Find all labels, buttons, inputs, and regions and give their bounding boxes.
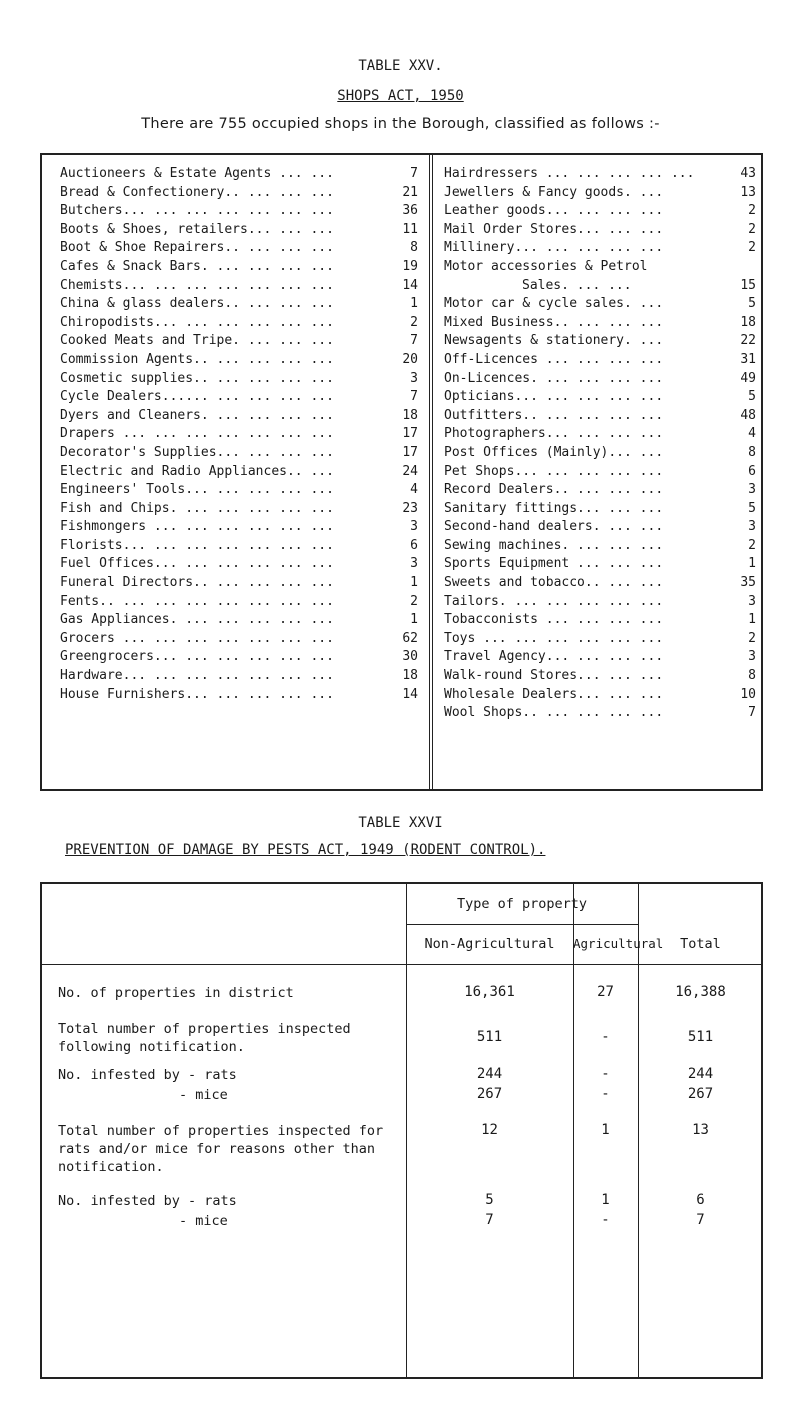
cell-total: 7: [696, 1212, 705, 1228]
shops-left-column: [60, 165, 418, 704]
shop-category: Cooked Meats and Tripe. ... ... ...: [60, 333, 334, 349]
shops-table: [40, 153, 763, 791]
shop-count: 2: [748, 203, 756, 219]
shop-row: [60, 463, 418, 482]
shop-count: 36: [402, 203, 418, 219]
shop-row: [60, 258, 418, 277]
table25-intro: There are 755 occupied shops in the Borough, classified as follows :-: [141, 116, 660, 132]
shop-row: [60, 332, 418, 351]
shop-category: Fents.. ... ... ... ... ... ... ...: [60, 593, 334, 609]
shop-row: [60, 407, 418, 426]
shop-count: 3: [748, 593, 756, 609]
shop-category: Mixed Business.. ... ... ...: [444, 314, 664, 330]
shop-row: [60, 388, 418, 407]
total-header: Total: [680, 936, 721, 952]
shop-category: Motor car & cycle sales. ...: [444, 296, 664, 312]
cell-nonagri: 7: [485, 1212, 494, 1228]
shop-row: [444, 388, 756, 407]
shop-row: [444, 518, 756, 537]
shop-row: [60, 555, 418, 574]
shop-category: Hairdressers ... ... ... ... ...: [444, 166, 695, 181]
shop-count: 8: [748, 444, 756, 460]
shop-category: Funeral Directors.. ... ... ... ...: [60, 575, 334, 591]
shop-row: [444, 407, 756, 426]
cell-agri: 1: [601, 1192, 610, 1208]
shop-count: 2: [748, 630, 756, 646]
shop-count: 30: [402, 649, 418, 665]
shop-count: 3: [748, 649, 756, 665]
shop-count: 8: [410, 240, 418, 256]
cell-agri: -: [601, 1212, 610, 1228]
shop-row: [444, 686, 756, 705]
row-label: No. of properties in district: [58, 985, 294, 1001]
shop-count: 3: [410, 370, 418, 386]
cell-total: 6: [696, 1192, 705, 1208]
shop-count: 13: [740, 184, 756, 200]
shop-category: Cycle Dealers...... ... ... ... ...: [60, 389, 334, 405]
shop-row: [444, 537, 756, 556]
shop-row: [60, 314, 418, 333]
agricultural-header: Agricultural: [573, 936, 664, 951]
shop-count: 1: [410, 612, 418, 628]
shop-category: Commission Agents.. ... ... ... ...: [60, 351, 334, 367]
shop-row: [444, 277, 756, 296]
shop-row: [60, 593, 418, 612]
shop-count: 3: [748, 482, 756, 498]
shop-count: 7: [410, 166, 418, 181]
shop-count: 20: [402, 351, 418, 367]
shop-row: [60, 277, 418, 296]
shop-row: [60, 184, 418, 203]
shop-row: [60, 295, 418, 314]
shop-category: Sweets and tobacco.. ... ...: [444, 575, 664, 591]
shop-row: [444, 611, 756, 630]
table26-title: TABLE XXVI: [358, 815, 443, 831]
table26-subtitle: PREVENTION OF DAMAGE BY PESTS ACT, 1949 (RODENT CONTROL).: [65, 842, 546, 858]
shop-category: House Furnishers... ... ... ... ...: [60, 686, 334, 702]
shop-count: 3: [410, 556, 418, 572]
type-of-property-header: Type of property: [456, 896, 588, 912]
shop-count: 4: [410, 482, 418, 498]
shop-count: 6: [410, 537, 418, 553]
shop-count: 6: [748, 463, 756, 479]
shop-count: 1: [410, 296, 418, 312]
shop-category: Off-Licences ... ... ... ...: [444, 351, 664, 367]
shop-row: [444, 574, 756, 593]
cell-total: 267: [687, 1086, 714, 1102]
shop-row: [444, 500, 756, 519]
shop-count: 19: [402, 258, 418, 274]
shop-count: 18: [740, 314, 756, 330]
shop-category: Travel Agency... ... ... ...: [444, 649, 664, 665]
shop-count: 3: [410, 519, 418, 535]
shop-count: 22: [740, 333, 756, 349]
shop-row: [60, 630, 418, 649]
shop-row: [60, 165, 418, 184]
shop-row: [444, 555, 756, 574]
shop-category: Fuel Offices... ... ... ... ... ...: [60, 556, 334, 572]
shop-category: Sanitary fittings... ... ...: [444, 500, 664, 516]
shop-row: [444, 667, 756, 686]
shop-count: 24: [402, 463, 418, 479]
shop-count: 7: [410, 333, 418, 349]
shop-row: [60, 239, 418, 258]
shop-row: [60, 611, 418, 630]
shop-category: Post Offices (Mainly)... ...: [444, 444, 664, 460]
shop-row: [60, 574, 418, 593]
shop-row: [444, 444, 756, 463]
row-label: Total number of properties inspected following notification.: [58, 1021, 351, 1055]
cell-agri: -: [601, 1066, 610, 1082]
shop-category: Photographers... ... ... ...: [444, 426, 664, 442]
shop-category: Toys ... ... ... ... ... ...: [444, 630, 664, 646]
shop-count: 35: [740, 575, 756, 591]
shop-category: Tobacconists ... ... ... ...: [444, 612, 664, 628]
shop-count: 15: [740, 277, 756, 293]
shop-count: 18: [402, 668, 418, 684]
shop-count: 5: [748, 500, 756, 516]
cell-agri: 27: [597, 984, 614, 1000]
shop-row: [60, 444, 418, 463]
shop-row: [60, 370, 418, 389]
shop-count: 5: [748, 389, 756, 405]
shop-category: Decorator's Supplies... ... ... ...: [60, 444, 334, 460]
shop-row: [60, 537, 418, 556]
shop-count: 49: [740, 370, 756, 386]
shop-count: 18: [402, 407, 418, 423]
shop-count: 17: [402, 444, 418, 460]
row-label: - mice: [179, 1087, 228, 1103]
shop-count: 1: [410, 575, 418, 591]
shop-row: [444, 481, 756, 500]
shop-count: 14: [402, 686, 418, 702]
table25-subtitle: SHOPS ACT, 1950: [337, 88, 464, 104]
cell-nonagri: 5: [485, 1192, 494, 1208]
shop-count: 4: [748, 426, 756, 442]
shop-count: 2: [748, 537, 756, 553]
cell-total: 511: [687, 1029, 714, 1045]
shop-count: 14: [402, 277, 418, 293]
shop-row: [444, 221, 756, 240]
shop-row: [444, 370, 756, 389]
shop-row: [60, 425, 418, 444]
row-label: Total number of properties inspected for rats and/or mice for reasons other than notification.: [58, 1123, 384, 1175]
cell-nonagri: 267: [476, 1086, 503, 1102]
shop-count: 7: [748, 705, 756, 721]
cell-total: 13: [692, 1122, 709, 1138]
shop-category: Fishmongers ... ... ... ... ... ...: [60, 519, 334, 535]
shop-row: [444, 184, 756, 203]
shop-category: Pet Shops... ... ... ... ...: [444, 463, 664, 479]
shop-row: [444, 239, 756, 258]
shop-count: 8: [748, 668, 756, 684]
shop-count: 43: [740, 166, 756, 181]
shop-category: Motor accessories & Petrol: [444, 258, 648, 274]
cell-agri: -: [601, 1029, 610, 1045]
row-label: No. infested by - rats: [58, 1067, 237, 1083]
shop-row: [60, 221, 418, 240]
cell-total: 244: [687, 1066, 714, 1082]
shop-row: [60, 667, 418, 686]
shop-category: Jewellers & Fancy goods. ...: [444, 184, 664, 200]
shop-row: [444, 351, 756, 370]
shop-row: [60, 518, 418, 537]
shop-row: [444, 704, 756, 723]
shop-count: 1: [748, 612, 756, 628]
shop-category: Chiropodists... ... ... ... ... ...: [60, 314, 334, 330]
shop-row: [60, 686, 418, 705]
shop-category: Millinery... ... ... ... ...: [444, 240, 664, 256]
shop-count: 7: [410, 389, 418, 405]
divider-line: [42, 964, 761, 965]
shop-category: Chemists... ... ... ... ... ... ...: [60, 277, 334, 293]
shop-category: Mail Order Stores... ... ...: [444, 221, 664, 237]
divider-line: [406, 924, 638, 925]
shop-count: 2: [410, 593, 418, 609]
shop-count: 21: [402, 184, 418, 200]
shop-category: Opticians... ... ... ... ...: [444, 389, 664, 405]
cell-nonagri: 244: [476, 1066, 503, 1082]
non-agricultural-header: Non-Agricultural: [424, 936, 555, 952]
shop-row: [444, 648, 756, 667]
shop-row: [444, 258, 756, 277]
shop-count: 10: [740, 686, 756, 702]
shop-category: Tailors. ... ... ... ... ...: [444, 593, 664, 609]
shop-category: Record Dealers.. ... ... ...: [444, 482, 664, 498]
shop-count: 2: [410, 314, 418, 330]
shop-row: [60, 481, 418, 500]
shop-row: [444, 202, 756, 221]
shop-category: Sales. ... ...: [522, 277, 632, 293]
shop-count: 11: [402, 221, 418, 237]
shop-category: Boots & Shoes, retailers... ... ...: [60, 221, 334, 237]
shop-category: Greengrocers... ... ... ... ... ...: [60, 649, 334, 665]
shop-count: 62: [402, 630, 418, 646]
shop-category: China & glass dealers.. ... ... ...: [60, 296, 334, 312]
shop-row: [444, 295, 756, 314]
shop-count: 23: [402, 500, 418, 516]
shop-category: Boot & Shoe Repairers.. ... ... ...: [60, 240, 334, 256]
rodent-control-table: [40, 882, 763, 1379]
shop-category: On-Licences. ... ... ... ...: [444, 370, 664, 386]
shop-category: Bread & Confectionery.. ... ... ...: [60, 184, 334, 200]
shop-category: Drapers ... ... ... ... ... ... ...: [60, 426, 334, 442]
shop-count: 1: [748, 556, 756, 572]
shop-category: Newsagents & stationery. ...: [444, 333, 664, 349]
shop-category: Butchers... ... ... ... ... ... ...: [60, 203, 334, 219]
shop-category: Sewing machines. ... ... ...: [444, 537, 664, 553]
shop-row: [60, 351, 418, 370]
shop-category: Electric and Radio Appliances.. ...: [60, 463, 334, 479]
shop-row: [444, 630, 756, 649]
shop-category: Auctioneers & Estate Agents ... ...: [60, 166, 334, 181]
shop-row: [60, 202, 418, 221]
shop-category: Engineers' Tools... ... ... ... ...: [60, 482, 334, 498]
shop-count: 5: [748, 296, 756, 312]
shop-category: Florists... ... ... ... ... ... ...: [60, 537, 334, 553]
shops-right-column: [444, 165, 756, 723]
cell-nonagri: 16,361: [464, 984, 515, 1000]
shop-row: [60, 500, 418, 519]
row-label: No. infested by - rats: [58, 1193, 237, 1209]
shop-category: Dyers and Cleaners. ... ... ... ...: [60, 407, 334, 423]
cell-nonagri: 511: [476, 1029, 503, 1045]
shop-category: Cafes & Snack Bars. ... ... ... ...: [60, 258, 334, 274]
shop-category: Walk-round Stores... ... ...: [444, 668, 664, 684]
cell-nonagri: 12: [481, 1122, 498, 1138]
shop-count: 17: [402, 426, 418, 442]
shop-category: Sports Equipment ... ... ...: [444, 556, 664, 572]
cell-total: 16,388: [675, 984, 726, 1000]
shop-row: [444, 332, 756, 351]
shop-category: Cosmetic supplies.. ... ... ... ...: [60, 370, 334, 386]
shop-category: Outfitters.. ... ... ... ...: [444, 407, 664, 423]
shop-count: 2: [748, 240, 756, 256]
shop-category: Gas Appliances. ... ... ... ... ...: [60, 612, 334, 628]
shop-row: [444, 463, 756, 482]
shop-count: 31: [740, 351, 756, 367]
cell-agri: -: [601, 1086, 610, 1102]
shop-row: [444, 425, 756, 444]
shop-row: [444, 165, 756, 184]
shop-category: Grocers ... ... ... ... ... ... ...: [60, 630, 334, 646]
shop-count: 2: [748, 221, 756, 237]
shop-category: Wholesale Dealers... ... ...: [444, 686, 664, 702]
cell-agri: 1: [601, 1122, 610, 1138]
shop-count: 48: [740, 407, 756, 423]
table25-title: TABLE XXV.: [358, 58, 443, 74]
shop-category: Fish and Chips. ... ... ... ... ...: [60, 500, 334, 516]
shop-row: [444, 314, 756, 333]
shop-category: Hardware... ... ... ... ... ... ...: [60, 668, 334, 684]
shop-category: Wool Shops.. ... ... ... ...: [444, 705, 664, 721]
shop-category: Second-hand dealers. ... ...: [444, 519, 664, 535]
shop-row: [60, 648, 418, 667]
row-label: - mice: [179, 1213, 228, 1229]
shops-table-divider: [429, 155, 433, 789]
shop-count: 3: [748, 519, 756, 535]
shop-row: [444, 593, 756, 612]
shop-category: Leather goods... ... ... ...: [444, 203, 664, 219]
